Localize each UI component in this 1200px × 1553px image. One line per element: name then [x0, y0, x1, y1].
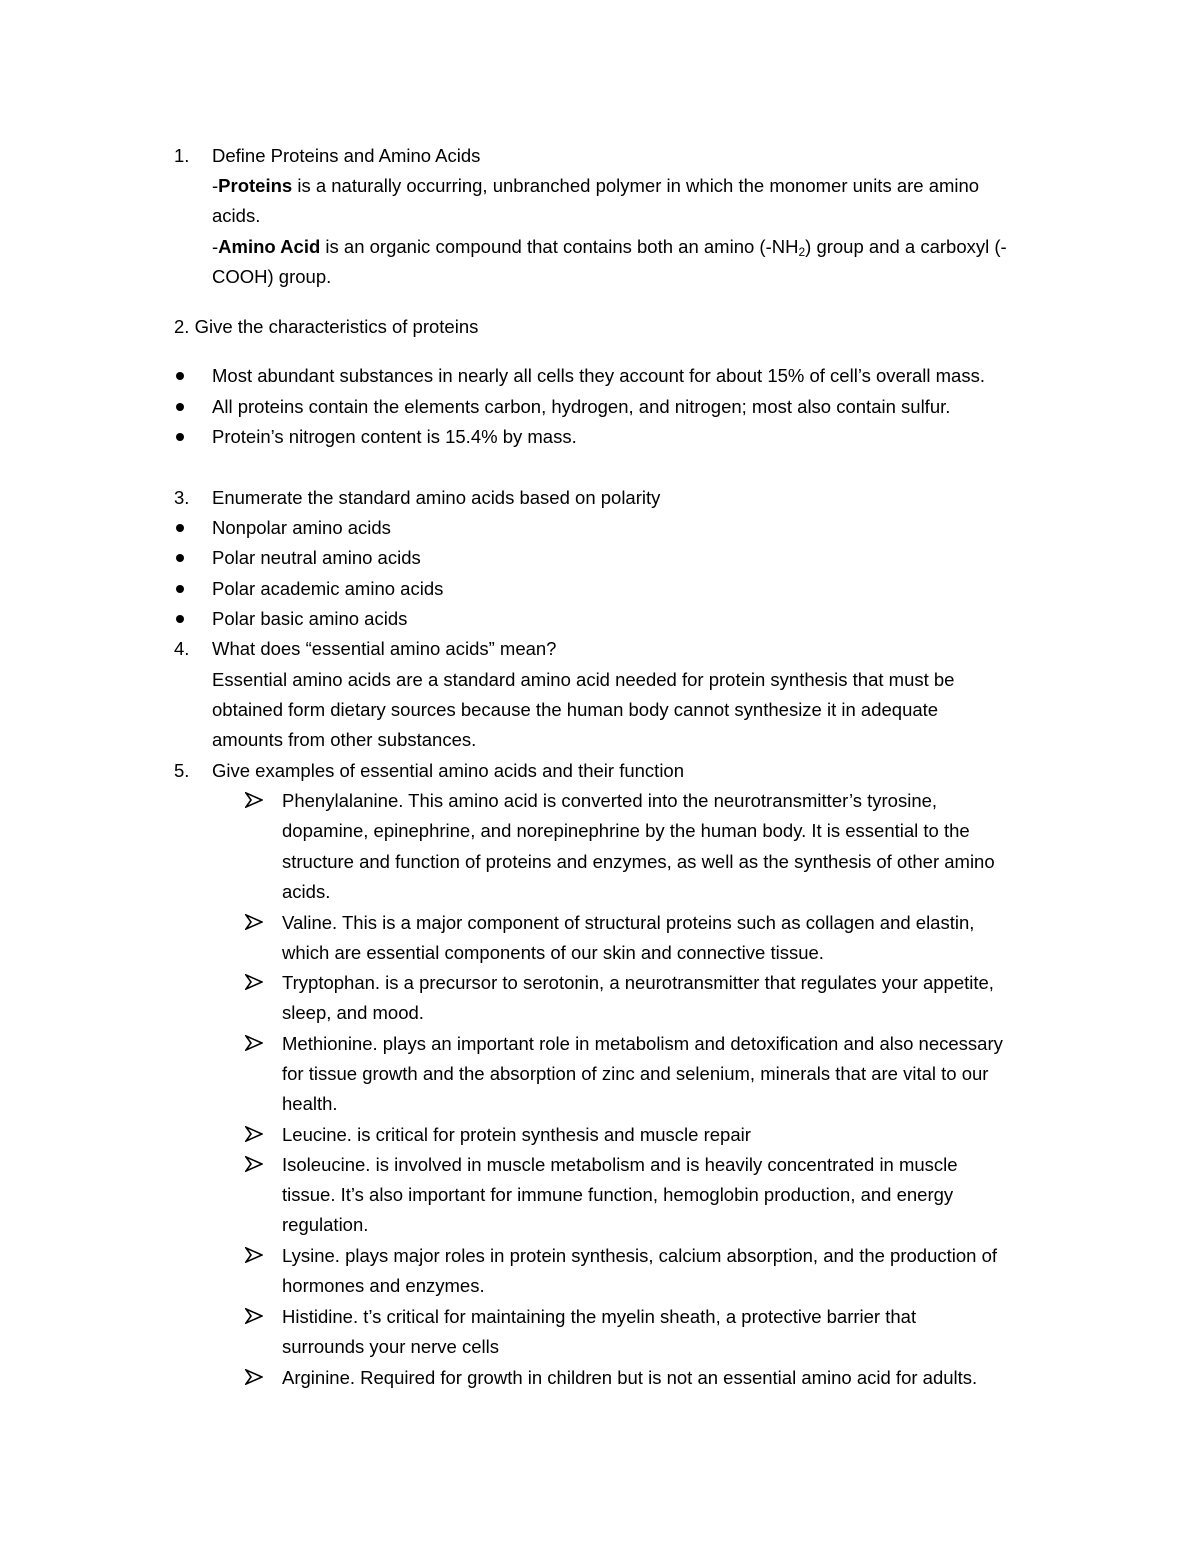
q5-item-line: Valine. This is a major component of structural proteins such as collagen and elastin,	[282, 912, 975, 933]
q2-item: All proteins contain the elements carbon, hydrogen, and nitrogen; most also contain sulfur.	[212, 396, 951, 417]
q5-item-line: tissue. It’s also important for immune function, hemoglobin production, and energy	[282, 1184, 954, 1205]
q4-answer-line: Essential amino acids are a standard amino acid needed for protein synthesis that must be	[212, 669, 955, 690]
q1-amino-subscript: 2	[798, 245, 806, 259]
q1-proteins-def-line1: is a naturally occurring, unbranched polymer in which the monomer units are amino	[292, 175, 980, 196]
bullet-icon	[176, 524, 184, 532]
q1-amino-prefix: -	[212, 236, 219, 257]
q4-answer-line: obtained form dietary sources because the human body cannot synthesize it in adequate	[212, 699, 939, 720]
q1-amino-term: Amino Acid	[218, 236, 321, 257]
q1-number: 1.	[174, 145, 190, 166]
q5-item-line: Histidine. t’s critical for maintaining the myelin sheath, a protective barrier that	[282, 1306, 917, 1327]
q4-answer-line: amounts from other substances.	[212, 729, 477, 750]
q4-title: What does “essential amino acids” mean?	[212, 638, 557, 659]
q1-amino-def-line2: COOH) group.	[212, 266, 332, 287]
q5-item-line: dopamine, epinephrine, and norepinephrine by the human body. It is essential to the	[282, 820, 970, 841]
q1-amino-def-line1a: is an organic compound that contains both an amino (-NH	[320, 236, 799, 257]
q5-number: 5.	[174, 760, 190, 781]
q5-item-line: for tissue growth and the absorption of zinc and selenium, minerals that are vital to our	[282, 1063, 989, 1084]
q5-item-line: Phenylalanine. This amino acid is converted into the neurotransmitter’s tyrosine,	[282, 790, 938, 811]
q5-item-line: surrounds your nerve cells	[282, 1336, 499, 1357]
q2-title: 2. Give the characteristics of proteins	[174, 316, 479, 337]
arrowhead-bullet-icon	[245, 974, 263, 990]
q2-item: Protein’s nitrogen content is 15.4% by mass.	[212, 426, 577, 447]
q1-proteins-def-line2: acids.	[212, 205, 261, 226]
q5-item-line: Arginine. Required for growth in children but is not an essential amino acid for adults.	[282, 1367, 978, 1388]
q3-item: Polar basic amino acids	[212, 608, 408, 629]
q1-title: Define Proteins and Amino Acids	[212, 145, 481, 166]
q4-number: 4.	[174, 638, 190, 659]
arrowhead-bullet-icon	[245, 1126, 263, 1142]
q1-amino-def-line1b: ) group and a carboxyl (-	[805, 236, 1007, 257]
q5-item-line: hormones and enzymes.	[282, 1275, 485, 1296]
q1-proteins-term: Proteins	[218, 175, 293, 196]
bullet-icon	[176, 554, 184, 562]
q5-item-line: regulation.	[282, 1214, 369, 1235]
bullet-icon	[176, 615, 184, 623]
arrowhead-bullet-icon	[245, 1247, 263, 1263]
arrowhead-bullet-icon	[245, 1156, 263, 1172]
q2-item: Most abundant substances in nearly all cells they account for about 15% of cell’s overall mass.	[212, 365, 985, 386]
q5-item-line: which are essential components of our skin and connective tissue.	[282, 942, 824, 963]
q5-item-line: sleep, and mood.	[282, 1002, 424, 1023]
bullet-icon	[176, 433, 184, 441]
q3-item: Polar neutral amino acids	[212, 547, 421, 568]
arrowhead-bullet-icon	[245, 914, 263, 930]
bullet-icon	[176, 403, 184, 411]
bullet-icon	[176, 585, 184, 593]
q1-amino-definition	[212, 235, 1007, 259]
q5-item-line: Lysine. plays major roles in protein synthesis, calcium absorption, and the production of	[282, 1245, 998, 1266]
q5-item-line: Methionine. plays an important role in metabolism and detoxification and also necessary	[282, 1033, 1003, 1054]
q1-proteins-definition	[212, 174, 979, 198]
q1-proteins-prefix: -	[212, 175, 219, 196]
q5-item-line: Leucine. is critical for protein synthesis and muscle repair	[282, 1124, 751, 1145]
arrowhead-bullet-icon	[245, 1369, 263, 1385]
arrowhead-bullet-icon	[245, 1035, 263, 1051]
q5-item-line: structure and function of proteins and enzymes, as well as the synthesis of other amino	[282, 851, 995, 872]
arrowhead-bullet-icon	[245, 792, 263, 808]
q5-item-line: acids.	[282, 881, 331, 902]
arrowhead-bullet-icon	[245, 1308, 263, 1324]
q5-item-line: Isoleucine. is involved in muscle metabolism and is heavily concentrated in muscle	[282, 1154, 958, 1175]
q3-item: Nonpolar amino acids	[212, 517, 391, 538]
q5-item-line: Tryptophan. is a precursor to serotonin, a neurotransmitter that regulates your appetite,	[282, 972, 994, 993]
q5-item-line: health.	[282, 1093, 338, 1114]
q3-item: Polar academic amino acids	[212, 578, 444, 599]
bullet-icon	[176, 372, 184, 380]
q5-title: Give examples of essential amino acids and their function	[212, 760, 685, 781]
q3-number: 3.	[174, 487, 190, 508]
q3-title: Enumerate the standard amino acids based on polarity	[212, 487, 661, 508]
